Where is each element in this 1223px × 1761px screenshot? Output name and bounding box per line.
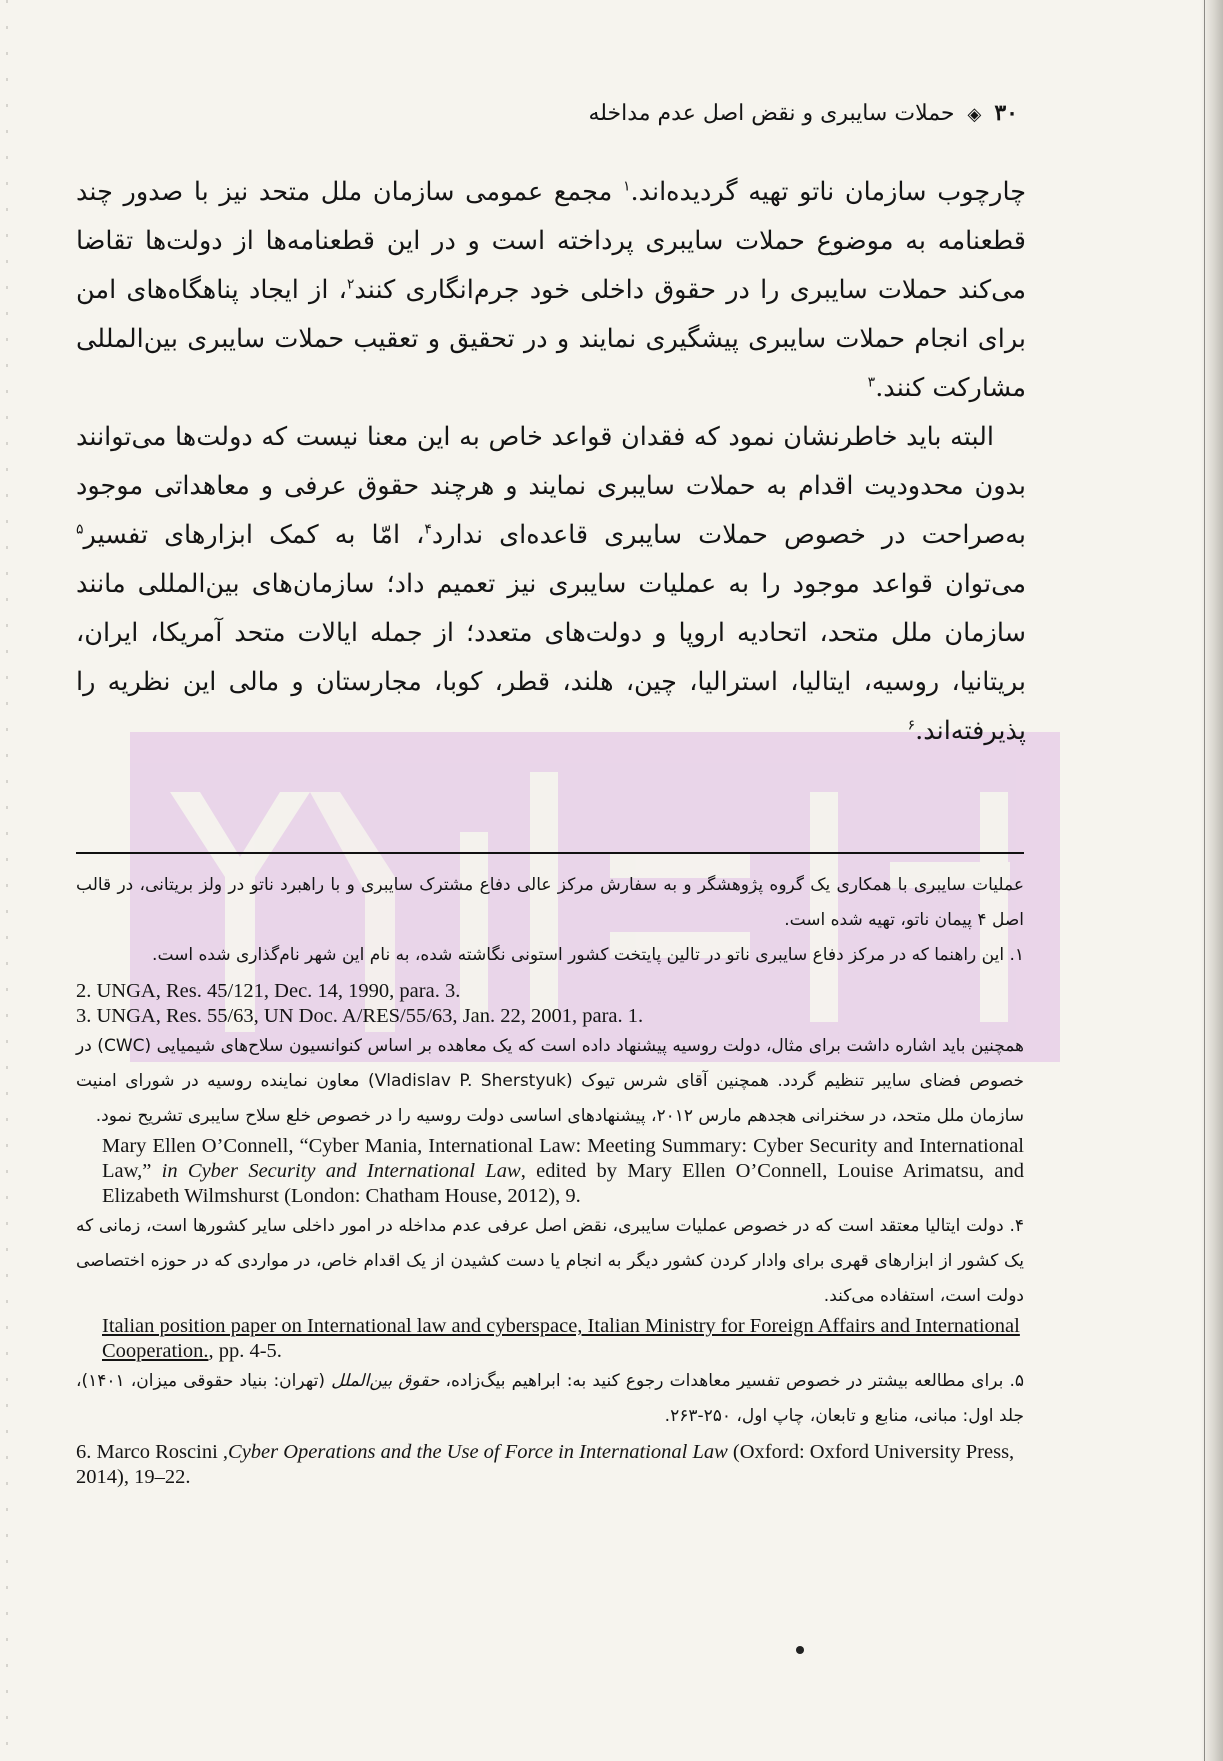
footnote-6-book-title: Cyber Operations and the Use of Force in International Law [228,1441,728,1463]
footnote-4-source-link[interactable]: Italian position paper on International law and cyberspace, Italian Ministry for Foreign Affairs and International Cooperation. [102,1315,1020,1362]
footnote-3-english-source [76,1134,1024,1209]
ink-speck [796,1646,804,1654]
footnote-3-source-part-b: , edited by Mary Ellen O’Connell, Louise Arimatsu, and Elizabeth Wilmshurst (London: Chatham House, 2012), 9. [102,1160,1024,1207]
footnote-separator [76,852,1024,854]
running-header [318,96,1018,130]
footnote-5-part-b: (تهران: بنیاد حقوقی میزان، ۱۴۰۱)، جلد اول: مبانی، منابع و تابعان، چاپ اول، ۲۵۰-۲۶۳. [76,1371,1024,1426]
main-text [76,168,1026,756]
diamond-ornament-icon: ◈ [967,104,982,125]
paragraph-2-part-c: می‌توان قواعد موجود را به عملیات سایبری نیز تعمیم داد؛ سازمان‌های بین‌المللی مانند سازمان ملل متحد، اتحادیه اروپا و دولت‌های متعدد؛ از جمله ایالات متحد آمریکا، ایران، بریتانیا، روسیه، ایتالیا، استرالیا، چین، هلند، قطر، کوبا، مجارستان و مالی این نظریه را پذیرفته‌اند. [76,569,1026,746]
paragraph-2 [76,413,1026,756]
footnote-ref-5[interactable]: ۵ [76,521,84,538]
footnote-ref-3[interactable]: ۳ [867,374,876,391]
footnotes [76,868,1024,1490]
footnote-5-book-title: حقوق بین‌الملل [331,1371,440,1391]
book-spine-line [1204,0,1205,1761]
footnote-ref-2[interactable]: ۲ [346,276,355,293]
footnote-3-person-name: Vladislav P. Sherstyuk [374,1071,567,1091]
footnote-6-part-a: 6. Marco Roscini , [76,1441,229,1463]
footnote-6-part-b: (Oxford: Oxford University Press, 2014), 19–22. [76,1441,1015,1488]
footnote-4: ۴. دولت ایتالیا معتقد است که در خصوص عملیات سایبری، نقض اصل عرفی عدم مداخله در امور داخلی سایر کشورها است، زمانی که یک کشور از ابزارهای قهری برای وادار کردن کشور دیگر به انجام یا دست کشیدن از یک اقدام خاص، در مواردی که در حوزه اختصاصی دولت است، استفاده می‌کند. [76,1216,1024,1306]
footnote-ref-1[interactable]: ۱ [622,178,631,195]
footnote-5-part-a: ۵. برای مطالعه بیشتر در خصوص تفسیر معاهدات رجوع کنید به: ابراهیم بیگ‌زاده، [439,1371,1024,1391]
footnote-4-source-pages: , pp. 4-5. [208,1340,282,1362]
running-title: حملات سایبری و نقض اصل عدم مداخله [588,101,955,126]
footnote-1: ۱. این راهنما که در مرکز دفاع سایبری ناتو در تالین پایتخت کشور استونی نگاشته شده، به نام این شهر نام‌گذاری شده است. [152,945,1024,965]
paragraph-1 [76,168,1026,413]
footnote-continuation: عملیات سایبری با همکاری یک گروه پژوهشگر و به سفارش مرکز عالی دفاع مشترک سایبری و با راهبرد ناتو در ولز بریتانی، در قالب اصل ۴ پیمان ناتو، تهیه شده است. [76,875,1024,930]
paragraph-1-part-c: ، از ایجاد پناهگاه‌های امن برای انجام حملات سایبری پیشگیری نمایند و در تحقیق و تعقیب حملات سایبری بین‌المللی مشارکت کنند. [76,275,1026,403]
scan-edge-mark [6,0,8,1761]
footnote-6 [76,1440,1024,1490]
page-number: ۳۰ [994,100,1018,126]
footnote-ref-6[interactable]: ۶ [907,717,916,734]
footnote-3-persian-part-b: ) معاون نماینده روسیه در شورای امنیت سازمان ملل متحد، در سخنرانی هجدهم مارس ۲۰۱۲، پیشنهادهای اساسی دولت روسیه را در خصوص خلع سلاح سایبری تشریح نمود. [76,1071,1024,1126]
paragraph-1-part-b: مجمع عمومی سازمان ملل متحد نیز با صدور چند قطعنامه به موضوع حملات سایبری پرداخته است و در این قطعنامه‌ها از دولت‌ها تقاضا می‌کند حملات سایبری را در حقوق داخلی خود جرم‌انگاری کنند [76,177,1027,305]
paragraph-2-part-b: ، امّا به کمک ابزارهای تفسیر [83,520,425,550]
footnote-3: 3. UNGA, Res. 55/63, UN Doc. A/RES/55/63, Jan. 22, 2001, para. 1. [76,1005,644,1027]
paragraph-2-part-a: البته باید خاطرنشان نمود که فقدان قواعد خاص به این معنا نیست که دولت‌ها می‌توانند بدون محدودیت اقدام به حملات سایبری نمایند و هرچند حقوق عرفی و معاهداتی موجود به‌صراحت در خصوص حملات سایبری قاعده‌ای ندارد [76,422,1026,550]
paragraph-1-part-a: چارچوب سازمان ناتو تهیه گردیده‌اند. [630,177,1026,207]
footnote-3-source-title: in Cyber Security and International Law [161,1160,521,1182]
footnote-3-persian-part-a: همچنین باید اشاره داشت برای مثال، دولت روسیه پیشنهاد داده است که یک معاهده بر اساس کنوانسیون سلاح‌های شیمیایی (CWC) در خصوص فضای سایبر تنظیم گردد. همچنین آقای شرس تیوک ( [76,1036,1024,1091]
footnote-2: 2. UNGA, Res. 45/121, Dec. 14, 1990, para. 3. [76,980,461,1002]
footnote-4-source [76,1314,1024,1364]
footnote-5 [76,1364,1024,1434]
footnote-3-source-part-a: Mary Ellen O’Connell, “Cyber Mania, International Law: Meeting Summary: Cyber Security and International Law,” [102,1135,1024,1182]
footnote-ref-4[interactable]: ۴ [424,521,432,538]
footnote-3-persian-note [76,1029,1024,1134]
